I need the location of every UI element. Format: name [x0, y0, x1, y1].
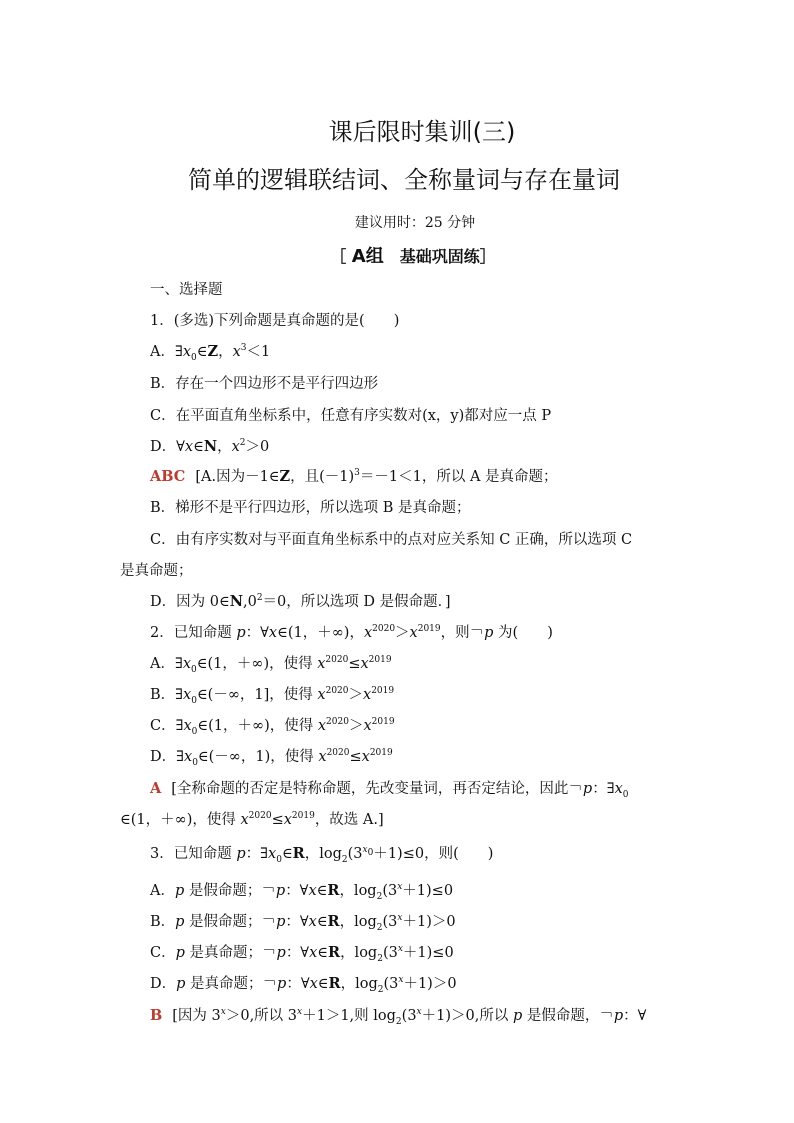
- q2-explanation-2: ∈(1，＋∞)，使得 $x^{2020}\le x^{2019}$，故选 A.]: [120, 811, 384, 828]
- q1-explanation-a: ABC [A.因为－1∈Z，且$(-1)^3=-1<1$，所以 A 是真命题；: [150, 468, 558, 485]
- q2-option-a: A．$\exists x_0\in(1$，＋∞)，使得 $x^{2020}\le x^{2019}$: [150, 655, 392, 675]
- q1-explanation-b: B．梯形不是平行四边形，所以选项 B 是真命题；: [150, 500, 471, 516]
- q2-option-c: C．$\exists x_0\in(1$，＋∞)，使得 $x^{2020}>x^{2019}$: [150, 717, 395, 737]
- q1-explanation-d: D．因为 $0\in N,0^2=0$，所以选项 D 是假命题．]: [150, 593, 451, 610]
- q1-option-c: C．在平面直角坐标系中，任意有序实数对(x，y)都对应一点 P: [150, 408, 552, 424]
- q3-stem: 3．已知命题 p：$\exists x_0\in R$，$\log_2(3^{x_0}+1)\le 0$，则( ): [150, 845, 494, 865]
- q1-option-a: A．$\exists x_0\in Z$，$x^3<1$: [150, 343, 271, 363]
- q2-explanation-1: A [全称命题的否定是特称命题，先改变量词，再否定结论，因此￢p：$\exists x_0$: [150, 780, 629, 800]
- group-subtitle: 基础巩固练: [399, 247, 480, 266]
- q1-answer: ABC: [150, 468, 186, 485]
- q3-option-d: D．p 是真命题；￢p：∀x∈R，$\log_2(3^x+1)>0$: [150, 975, 457, 995]
- q2-option-d: D．$\exists x_0\in(-\infty$，1)，使得 $x^{2020}\le x^{2019}$: [150, 748, 393, 768]
- q2-stem: 2．已知命题 p：∀x∈(1，＋∞)，$x^{2020}>x^{2019}$，则￢p 为( ): [150, 624, 553, 641]
- q3-option-c: C．p 是真命题；￢p：∀x∈R，$\log_2(3^x+1)\le 0$: [150, 944, 454, 964]
- page-subtitle: 简单的逻辑联结词、全称量词与存在量词: [188, 166, 620, 194]
- q3-explanation-1: B [因为 $3^x>0$,所以 $3^x+1>1$,则 $\log_2(3^x+1)>0$,所以 p 是假命题，￢p：∀: [150, 1007, 647, 1027]
- q1-explanation-c1: C．由有序实数对与平面直角坐标系中的点对应关系知 C 正确，所以选项 C: [150, 532, 633, 548]
- q1-explanation-c2: 是真命题；: [120, 563, 193, 579]
- group-heading: ［ A组 基础巩固练］: [330, 246, 496, 267]
- q2-answer: A: [150, 780, 162, 797]
- page-title: 课后限时集训(三): [328, 118, 516, 146]
- suggested-time: 建议用时：25 分钟: [354, 215, 476, 231]
- q1-option-d: D．∀x∈N，$x^2>0$: [150, 438, 270, 455]
- q1-option-b: B．存在一个四边形不是平行四边形: [150, 376, 379, 392]
- q3-answer: B: [150, 1007, 163, 1024]
- q3-option-b: B．p 是假命题；￢p：∀x∈R，$\log_2(3^x+1)>0$: [150, 913, 456, 933]
- q2-option-b: B．$\exists x_0\in(-\infty$，1]，使得 $x^{2020}>x^{2019}$: [150, 686, 395, 706]
- q3-option-a: A．p 是假命题；￢p：∀x∈R，$\log_2(3^x+1)\le 0$: [150, 882, 454, 902]
- q1-stem: 1．(多选)下列命题是真命题的是( ): [150, 313, 400, 329]
- section-label: 一、选择题: [150, 282, 223, 298]
- group-label: A组: [351, 246, 384, 267]
